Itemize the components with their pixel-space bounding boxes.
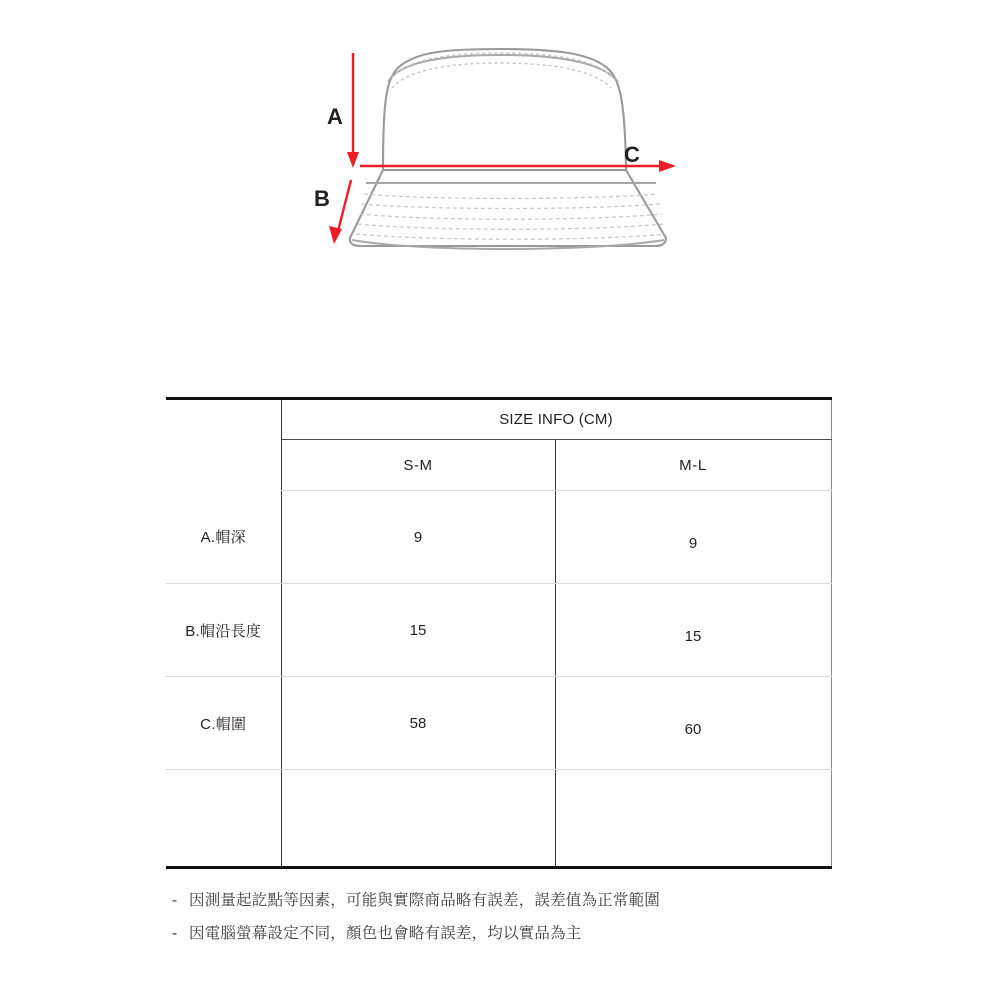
- table-corner-cell: [166, 399, 281, 440]
- table-row: [166, 677, 831, 770]
- row-c-value-s-m: 58: [281, 677, 555, 770]
- size-info-table: [166, 397, 832, 869]
- table-empty-corner-cell: [166, 440, 281, 491]
- column-header-m-l: M-L: [555, 440, 831, 491]
- row-empty-label: [166, 770, 281, 868]
- column-header-s-m: S-M: [281, 440, 555, 491]
- hat-brim-shape: [350, 170, 666, 246]
- note-item: [172, 893, 872, 909]
- table-row: [166, 584, 831, 677]
- size-info-header: SIZE INFO (CM): [281, 399, 831, 440]
- measure-label-b: B: [314, 186, 330, 211]
- row-empty-value-s-m: [281, 770, 555, 868]
- row-label-b: B.帽沿長度: [166, 584, 281, 677]
- measure-label-a: A: [327, 104, 343, 129]
- hat-crown-shape: [383, 49, 626, 170]
- note-dash-marker: -: [172, 924, 178, 942]
- bucket-hat-measurement-diagram: [0, 0, 1000, 300]
- note-dash-marker: -: [172, 892, 178, 909]
- measure-arrow-c-head: [659, 160, 676, 172]
- measure-arrow-b-head: [329, 226, 342, 244]
- table-header-row-title: [166, 399, 831, 440]
- disclaimer-notes: [172, 893, 872, 958]
- note-item: [172, 926, 872, 942]
- note-text: 因測量起訖點等因素，可能與實際商品略有誤差，誤差值為正常範圍: [189, 892, 661, 909]
- measure-label-c: C: [624, 142, 640, 167]
- row-label-c: C.帽圍: [166, 677, 281, 770]
- row-label-a: A.帽深: [166, 491, 281, 584]
- table-row: [166, 491, 831, 584]
- measure-arrow-b-line: [338, 180, 351, 231]
- row-c-value-m-l: 60: [555, 683, 831, 776]
- note-text: 因電腦螢幕設定不同，顏色也會略有誤差，均以實品為主: [189, 924, 582, 942]
- row-b-value-m-l: 15: [555, 590, 831, 683]
- measure-arrow-a-head: [347, 152, 359, 168]
- table-row-empty: [166, 770, 831, 868]
- row-b-value-s-m: 15: [281, 584, 555, 677]
- row-a-value-s-m: 9: [281, 491, 555, 584]
- table-header-row-columns: [166, 440, 831, 491]
- row-a-value-m-l: 9: [555, 497, 831, 590]
- row-empty-value-m-l: [555, 776, 831, 874]
